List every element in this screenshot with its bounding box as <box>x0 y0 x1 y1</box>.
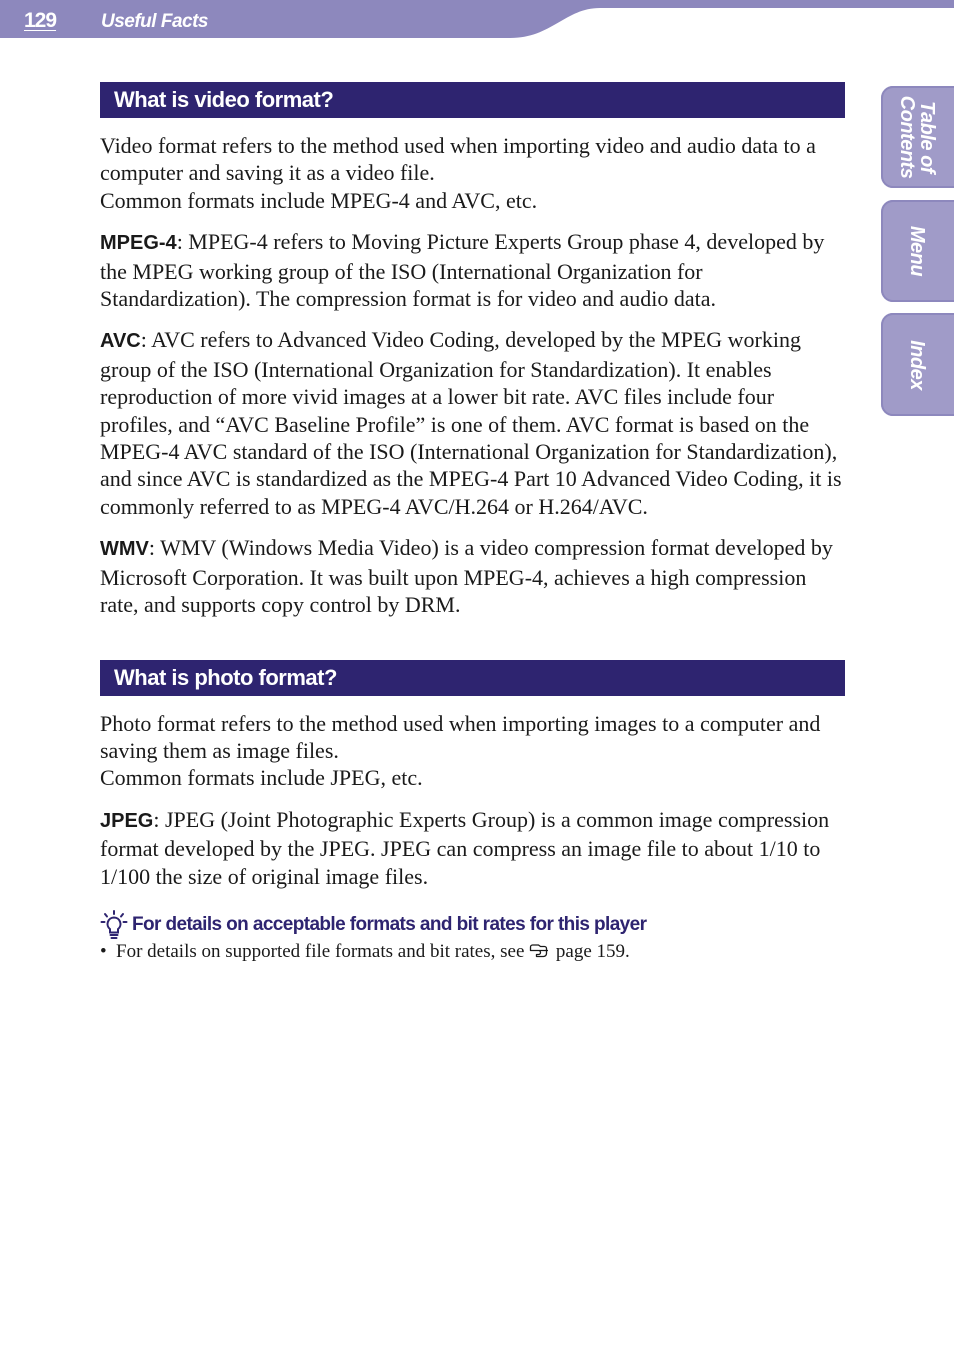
video-intro-line-1: Video format refers to the method used when importing video and audio data to a computer and saving it as a video file. <box>100 133 816 186</box>
avc-text: : AVC refers to Advanced Video Coding, developed by the MPEG working group of the ISO (International Organization for Standardization). It enables reproduction of more vivid images at a lower bit rate. AVC files include four profiles, and “AVC Baseline Profile” is one of them. AVC format is based on the MPEG-4 AVC standard of the ISO (International Organization for Standardization), and since AVC is standardized as the MPEG-4 Part 10 Advanced Video Coding, it is commonly referred to as MPEG-4 AVC/H.264 or H.264/AVC. <box>100 327 842 519</box>
tab-index[interactable] <box>881 313 954 416</box>
page-header <box>0 0 954 40</box>
bullet: • <box>100 940 107 962</box>
hint-heading <box>100 910 845 940</box>
page-reference-icon[interactable] <box>529 943 551 959</box>
tab-index-label: Index <box>906 339 928 390</box>
hint-note-prefix: For details on supported file formats and bit rates, see <box>116 940 530 962</box>
photo-intro-line-2: Common formats include JPEG, etc. <box>100 765 423 791</box>
wmv-definition <box>100 534 845 618</box>
lightbulb-icon <box>100 910 128 940</box>
mpeg4-term: MPEG-4 <box>100 232 177 255</box>
hint-note-suffix[interactable]: page 159. <box>551 940 630 962</box>
jpeg-term: JPEG <box>100 809 154 832</box>
video-intro-line-2: Common formats include MPEG-4 and AVC, etc. <box>100 187 538 213</box>
tab-table-of-contents[interactable] <box>881 86 954 188</box>
page-content <box>100 82 845 964</box>
video-format-heading: What is video format? <box>100 82 845 118</box>
wmv-term: WMV <box>100 538 149 561</box>
header-section-title: Useful Facts <box>101 11 208 32</box>
mpeg4-text: : MPEG-4 refers to Moving Picture Experts Group phase 4, developed by the MPEG working group of the ISO (International Organization for Standardization). The compression format is for video and audio data. <box>100 229 825 312</box>
photo-format-heading: What is photo format? <box>100 660 845 696</box>
tab-menu-label: Menu <box>906 225 928 277</box>
tab-menu[interactable] <box>881 200 954 302</box>
tab-table-of-contents-label: Table of Contents <box>896 95 938 179</box>
jpeg-text: : JPEG (Joint Photographic Experts Group) is a common image compression format developed by the JPEG. JPEG can compress an image file to about 1/10 to 1/100 the size of original image files. <box>100 806 830 889</box>
avc-term: AVC <box>100 330 141 353</box>
jpeg-definition <box>100 806 845 890</box>
wmv-text: : WMV (Windows Media Video) is a video compression format developed by Microsoft Corporation. It was built upon MPEG-4, achieves a high compression rate, and supports copy control by DRM. <box>100 535 833 618</box>
photo-intro-line-1: Photo format refers to the method used when importing images to a computer and saving them as image files. <box>100 710 821 763</box>
avc-definition <box>100 326 845 520</box>
mpeg4-definition <box>100 228 845 312</box>
hint-title: For details on acceptable formats and bit rates for this player <box>132 913 647 935</box>
hint-note <box>100 940 845 964</box>
page-number: 129 <box>24 9 57 32</box>
